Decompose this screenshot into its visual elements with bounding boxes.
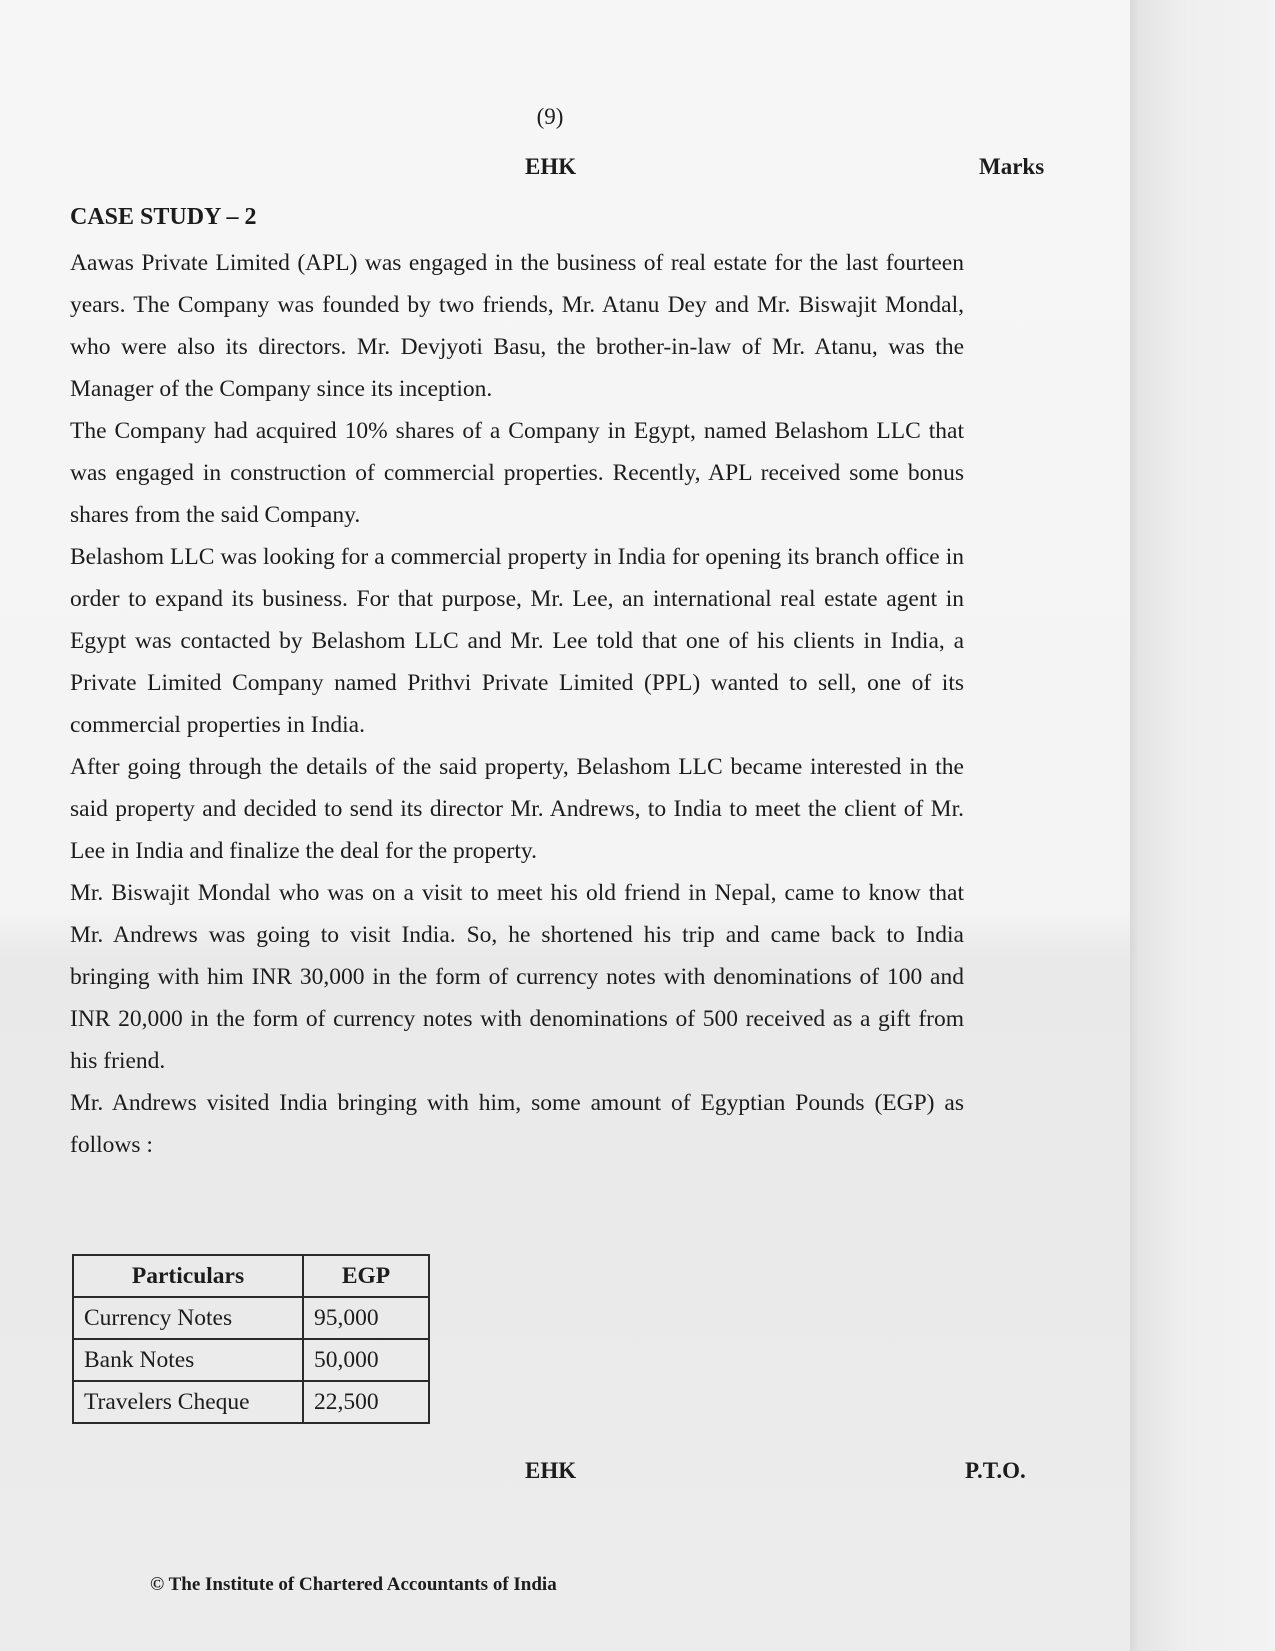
paragraph-director-visit: After going through the details of the said property, Belashom LLC became interested in the said property and decided to send its director Mr. Andrews, to India to meet the client of Mr. Lee in India and finalize the deal for the property. bbox=[70, 754, 964, 864]
paragraph-company-background: Aawas Private Limited (APL) was engaged in the business of real estate for the last fourteen years. The Company was founded by two friends, Mr. Atanu Dey and Mr. Biswajit Mondal, who were also its directors. Mr. Devjyoti Basu, the brother-in-law of Mr. Atanu, was the Manager of the Company since its inception. bbox=[70, 250, 964, 402]
marks-column-label: Marks bbox=[979, 154, 1045, 179]
please-turn-over-label: P.T.O. bbox=[965, 1458, 1026, 1483]
column-header-egp: EGP bbox=[303, 1255, 429, 1297]
case-study-title: CASE STUDY – 2 bbox=[70, 204, 257, 230]
table-row bbox=[73, 1339, 429, 1381]
table-cell-egp: 50,000 bbox=[303, 1339, 429, 1381]
table-row bbox=[73, 1297, 429, 1339]
copyright-notice: © The Institute of Chartered Accountants of India bbox=[150, 1574, 557, 1595]
table-row bbox=[73, 1381, 429, 1423]
page-edge-shadow bbox=[1130, 0, 1275, 1651]
table-cell-egp: 95,000 bbox=[303, 1297, 429, 1339]
egp-table bbox=[72, 1254, 430, 1424]
paragraph-currency-gift: Mr. Biswajit Mondal who was on a visit to meet his old friend in Nepal, came to know that Mr. Andrews was going to visit India. So, he shortened his trip and came back to India bringing with him INR 30,000 in the form of currency notes with denominations of 100 and INR 20,000 in the form of currency notes with denominations of 500 received as a gift from his friend. bbox=[70, 880, 964, 1074]
table-cell-particulars: Currency Notes bbox=[73, 1297, 303, 1339]
column-header-particulars: Particulars bbox=[73, 1255, 303, 1297]
table-header-row bbox=[73, 1255, 429, 1297]
page-number: (9) bbox=[536, 104, 564, 129]
footer-paper-code: EHK bbox=[525, 1458, 577, 1483]
paragraph-egypt-shares: The Company had acquired 10% shares of a Company in Egypt, named Belashom LLC that was engaged in construction of commercial properties. Recently, APL received some bonus shares from the said Company. bbox=[70, 418, 964, 528]
paragraph-egp-intro: Mr. Andrews visited India bringing with him, some amount of Egyptian Pounds (EGP) as follows : bbox=[70, 1090, 964, 1158]
header-paper-code: EHK bbox=[525, 154, 577, 179]
table-cell-egp: 22,500 bbox=[303, 1381, 429, 1423]
table-cell-particulars: Bank Notes bbox=[73, 1339, 303, 1381]
paragraph-property-search: Belashom LLC was looking for a commercial property in India for opening its branch office in order to expand its business. For that purpose, Mr. Lee, an international real estate agent in Egypt was contacted by Belashom LLC and Mr. Lee told that one of his clients in India, a Private Limited Company named Prithvi Private Limited (PPL) wanted to sell, one of its commercial properties in India. bbox=[70, 544, 964, 738]
case-study-body bbox=[70, 242, 964, 1166]
table-cell-particulars: Travelers Cheque bbox=[73, 1381, 303, 1423]
